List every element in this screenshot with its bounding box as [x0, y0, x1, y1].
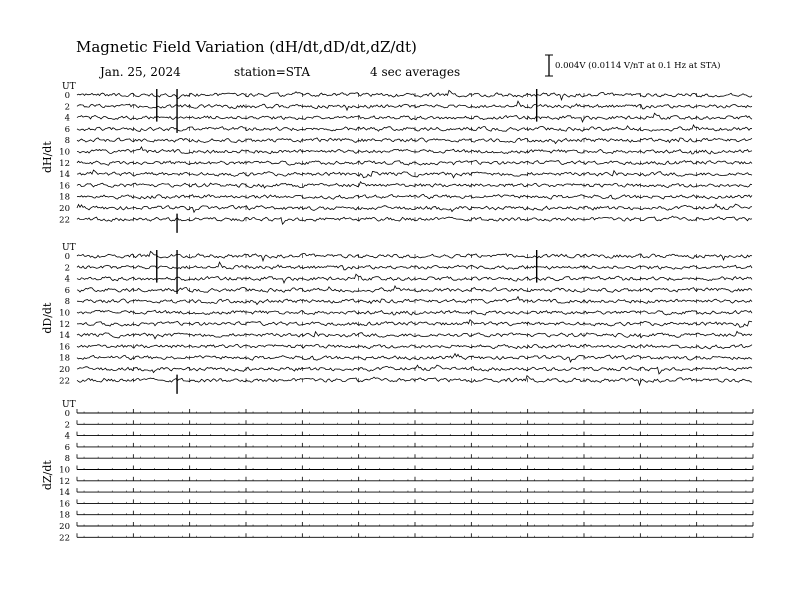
trace-line — [77, 216, 752, 224]
hour-label: 8 — [64, 454, 70, 465]
hour-label: 20 — [59, 365, 70, 375]
trace-line — [77, 194, 752, 199]
hour-label: 18 — [59, 192, 70, 203]
hour-label: 12 — [59, 319, 70, 330]
hour-label: 18 — [59, 510, 70, 521]
trace-line — [77, 170, 752, 178]
trace-line — [77, 262, 752, 270]
trace-line — [77, 101, 752, 110]
station-label: station=STA — [234, 65, 311, 79]
trace-line — [77, 286, 752, 292]
hour-label: 10 — [59, 465, 70, 476]
hour-label: 14 — [59, 488, 70, 499]
chart-title: Magnetic Field Variation (dH/dt,dD/dt,dZ/dt) — [76, 38, 417, 56]
hour-label: 8 — [64, 297, 70, 308]
trace-line — [77, 138, 752, 144]
hour-label: 10 — [59, 308, 70, 319]
trace-line — [77, 182, 752, 188]
hour-label: 0 — [64, 252, 70, 262]
hour-label: 16 — [59, 181, 70, 192]
hour-label: 2 — [64, 102, 70, 113]
trace-line — [77, 310, 752, 315]
hour-label: 6 — [64, 442, 70, 453]
panel-label: dH/dt — [41, 141, 54, 174]
ut-label: UT — [62, 82, 76, 92]
averaging-label: 4 sec averages — [370, 65, 461, 79]
hour-label: 22 — [59, 533, 70, 544]
trace-line — [77, 251, 752, 261]
hour-label: 16 — [59, 499, 70, 510]
trace-line — [77, 90, 752, 100]
hour-label: 0 — [64, 91, 70, 101]
hour-label: 20 — [59, 522, 70, 532]
trace-line — [77, 376, 752, 386]
hour-label: 22 — [59, 376, 70, 387]
trace-line — [77, 113, 752, 122]
trace-line — [77, 125, 752, 131]
trace-line — [77, 160, 752, 165]
hour-label: 4 — [64, 274, 70, 285]
hour-label: 14 — [59, 331, 70, 342]
hour-label: 14 — [59, 170, 70, 181]
trace-line — [77, 297, 752, 305]
scale-label: 0.004V (0.0114 V/nT at 0.1 Hz at STA) — [555, 61, 721, 71]
ut-label: UT — [62, 243, 76, 253]
hour-label: 2 — [64, 420, 70, 431]
hour-label: 6 — [64, 124, 70, 135]
hour-label: 16 — [59, 342, 70, 353]
trace-line — [77, 354, 752, 362]
hour-label: 12 — [59, 476, 70, 487]
trace-line — [77, 331, 752, 338]
chart-date: Jan. 25, 2024 — [100, 65, 181, 79]
trace-line — [77, 204, 752, 212]
hour-label: 12 — [59, 158, 70, 169]
panel-label: dZ/dt — [41, 460, 54, 491]
trace-line — [77, 320, 752, 328]
hour-label: 18 — [59, 353, 70, 364]
trace-line — [77, 147, 752, 154]
hour-label: 10 — [59, 147, 70, 158]
trace-line — [77, 365, 752, 374]
panel-label: dD/dt — [41, 302, 54, 334]
trace-line — [77, 344, 752, 349]
hour-label: 0 — [64, 409, 70, 419]
hour-label: 4 — [64, 431, 70, 442]
hour-label: 4 — [64, 113, 70, 124]
hour-label: 20 — [59, 204, 70, 214]
hour-label: 8 — [64, 136, 70, 147]
trace-line — [77, 274, 752, 283]
hour-label: 2 — [64, 263, 70, 274]
hour-label: 6 — [64, 285, 70, 296]
hour-label: 22 — [59, 215, 70, 226]
ut-label: UT — [62, 400, 76, 410]
